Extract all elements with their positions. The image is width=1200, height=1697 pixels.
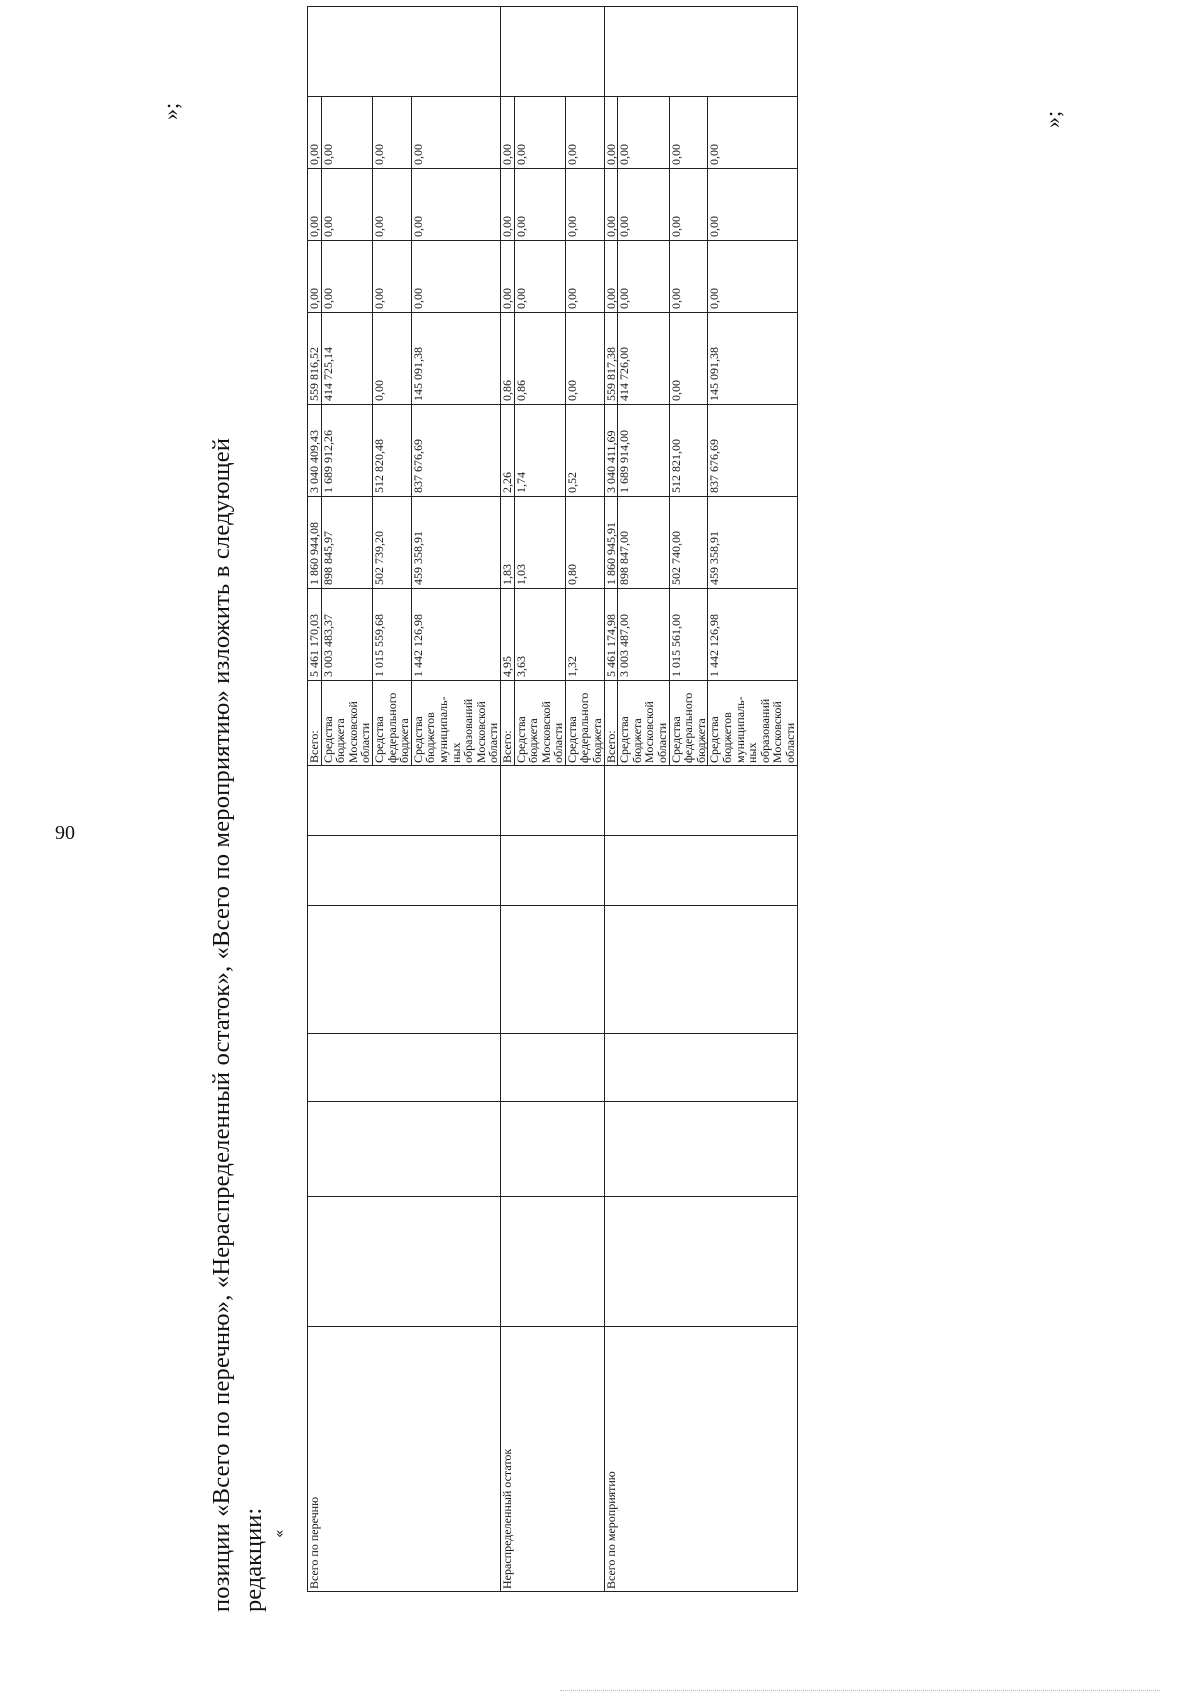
table-row <box>604 7 618 1592</box>
table-row <box>500 7 514 1592</box>
amount-cell: 0,00 <box>708 169 797 241</box>
empty-cell <box>308 7 501 97</box>
empty-cell <box>308 1102 501 1197</box>
amount-cell: 0,00 <box>308 241 322 313</box>
amount-cell: 559 817,38 <box>604 313 618 405</box>
amount-cell: 1 860 944,08 <box>308 497 322 589</box>
amount-cell: 837 676,69 <box>411 405 500 497</box>
empty-cell <box>604 1102 797 1197</box>
amount-cell: 0,00 <box>565 169 604 241</box>
amount-cell: 1,74 <box>514 405 565 497</box>
empty-cell <box>604 766 797 836</box>
amount-cell: 0,00 <box>411 169 500 241</box>
amount-cell: 0,00 <box>514 97 565 169</box>
intro-text: позиции «Всего по перечню», «Нераспределенный остаток», «Всего по мероприятию» изложить в следующей <box>208 437 235 1612</box>
amount-cell: 0,00 <box>372 241 411 313</box>
amount-cell: 502 740,00 <box>669 497 708 589</box>
amount-cell: 0,00 <box>308 169 322 241</box>
amount-cell: 0,00 <box>500 169 514 241</box>
empty-cell <box>500 7 604 97</box>
amount-cell: 1 689 914,00 <box>618 405 669 497</box>
funding-source-label: Средства бюджетов муниципаль-ных образований Московской области <box>708 681 797 766</box>
amount-cell: 0,00 <box>565 241 604 313</box>
amount-cell: 0,52 <box>565 405 604 497</box>
amount-cell: 0,00 <box>372 169 411 241</box>
amount-cell: 0,00 <box>411 97 500 169</box>
table-row <box>308 7 322 1592</box>
amount-cell: 0,86 <box>500 313 514 405</box>
opening-quote: « <box>272 1529 288 1538</box>
empty-cell <box>500 836 604 906</box>
empty-cell <box>500 1034 604 1102</box>
amount-cell: 2,26 <box>500 405 514 497</box>
empty-cell <box>500 1197 604 1327</box>
empty-cell <box>604 1197 797 1327</box>
closing-quote-top: »; <box>158 102 183 120</box>
amount-cell: 0,00 <box>604 241 618 313</box>
funding-source-label: Средства бюджета Московской области <box>514 681 565 766</box>
amount-cell: 0,00 <box>669 97 708 169</box>
funding-source-label: Всего: <box>308 681 322 766</box>
funding-source-label: Всего: <box>604 681 618 766</box>
closing-quote-bottom: »; <box>1040 110 1065 128</box>
funding-source-label: Средства федерального бюджета <box>372 681 411 766</box>
amount-cell: 1 015 559,68 <box>372 589 411 681</box>
funding-source-label: Средства бюджетов муниципаль-ных образований Московской области <box>411 681 500 766</box>
amount-cell: 0,00 <box>604 97 618 169</box>
section-name: Всего по перечню <box>308 1327 501 1592</box>
funding-source-label: Средства бюджета Московской области <box>618 681 669 766</box>
amount-cell: 145 091,38 <box>708 313 797 405</box>
bottom-scan-line <box>560 1690 1160 1691</box>
amount-cell: 3 003 483,37 <box>321 589 372 681</box>
amount-cell: 5 461 170,03 <box>308 589 322 681</box>
amount-cell: 512 820,48 <box>372 405 411 497</box>
amount-cell: 837 676,69 <box>708 405 797 497</box>
empty-cell <box>308 836 501 906</box>
amount-cell: 1 442 126,98 <box>708 589 797 681</box>
amount-cell: 559 816,52 <box>308 313 322 405</box>
amount-cell: 1,03 <box>514 497 565 589</box>
section-name: Всего по мероприятию <box>604 1327 797 1592</box>
funding-source-label: Средства федерального бюджета <box>565 681 604 766</box>
amount-cell: 4,95 <box>500 589 514 681</box>
funding-source-label: Средства бюджета Московской области <box>321 681 372 766</box>
empty-cell <box>500 906 604 1034</box>
intro-text-continued: редакции: <box>240 1507 267 1612</box>
amount-cell: 0,86 <box>514 313 565 405</box>
empty-cell <box>308 1034 501 1102</box>
amount-cell: 0,00 <box>500 97 514 169</box>
amount-cell: 0,00 <box>708 97 797 169</box>
empty-cell <box>500 1102 604 1197</box>
amount-cell: 3 040 411,69 <box>604 405 618 497</box>
amount-cell: 0,00 <box>321 97 372 169</box>
empty-cell <box>604 836 797 906</box>
amount-cell: 145 091,38 <box>411 313 500 405</box>
amount-cell: 0,00 <box>618 97 669 169</box>
amount-cell: 0,00 <box>565 97 604 169</box>
amount-cell: 1,32 <box>565 589 604 681</box>
amount-cell: 0,00 <box>669 241 708 313</box>
amount-cell: 459 358,91 <box>708 497 797 589</box>
amount-cell: 502 739,20 <box>372 497 411 589</box>
empty-cell <box>308 906 501 1034</box>
amount-cell: 414 725,14 <box>321 313 372 405</box>
funding-source-label: Всего: <box>500 681 514 766</box>
amount-cell: 0,00 <box>604 169 618 241</box>
amount-cell: 3 003 487,00 <box>618 589 669 681</box>
amount-cell: 0,00 <box>669 313 708 405</box>
amount-cell: 0,00 <box>618 241 669 313</box>
empty-cell <box>604 1034 797 1102</box>
empty-cell <box>308 766 501 836</box>
empty-cell <box>500 766 604 836</box>
amount-cell: 0,00 <box>708 241 797 313</box>
amount-cell: 898 845,97 <box>321 497 372 589</box>
amount-cell: 459 358,91 <box>411 497 500 589</box>
amount-cell: 3 040 409,43 <box>308 405 322 497</box>
amount-cell: 0,80 <box>565 497 604 589</box>
amount-cell: 0,00 <box>321 241 372 313</box>
amount-cell: 898 847,00 <box>618 497 669 589</box>
empty-cell <box>604 7 797 97</box>
amount-cell: 0,00 <box>321 169 372 241</box>
amount-cell: 0,00 <box>500 241 514 313</box>
empty-cell <box>604 906 797 1034</box>
amount-cell: 0,00 <box>618 169 669 241</box>
amount-cell: 0,00 <box>669 169 708 241</box>
amount-cell: 0,00 <box>411 241 500 313</box>
page-number: 90 <box>55 822 75 844</box>
amount-cell: 0,00 <box>565 313 604 405</box>
budget-table <box>307 6 798 1592</box>
amount-cell: 1 689 912,26 <box>321 405 372 497</box>
amount-cell: 1 015 561,00 <box>669 589 708 681</box>
amount-cell: 0,00 <box>372 313 411 405</box>
amount-cell: 5 461 174,98 <box>604 589 618 681</box>
amount-cell: 0,00 <box>514 169 565 241</box>
amount-cell: 0,00 <box>514 241 565 313</box>
amount-cell: 1,83 <box>500 497 514 589</box>
funding-source-label: Средства федерального бюджета <box>669 681 708 766</box>
empty-cell <box>308 1197 501 1327</box>
amount-cell: 0,00 <box>308 97 322 169</box>
amount-cell: 0,00 <box>372 97 411 169</box>
amount-cell: 414 726,00 <box>618 313 669 405</box>
amount-cell: 512 821,00 <box>669 405 708 497</box>
amount-cell: 3,63 <box>514 589 565 681</box>
section-name: Нераспределенный остаток <box>500 1327 604 1592</box>
amount-cell: 1 442 126,98 <box>411 589 500 681</box>
amount-cell: 1 860 945,91 <box>604 497 618 589</box>
